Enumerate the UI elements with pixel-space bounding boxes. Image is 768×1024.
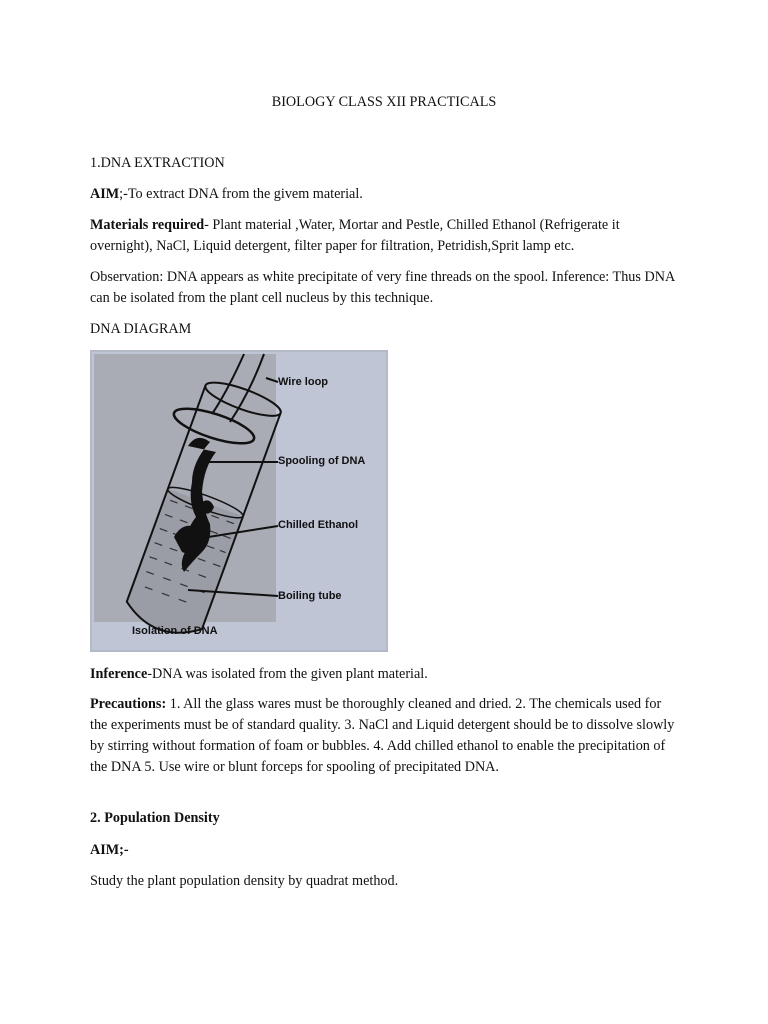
section-heading-dna-extraction: 1.DNA EXTRACTION (90, 155, 225, 171)
diagram-caption: Isolation of DNA (132, 625, 218, 637)
label-chilled-ethanol: Chilled Ethanol (278, 519, 359, 531)
observation-paragraph: Observation: DNA appears as white precipitate of very fine threads on the spool. Inference: Thus DNA can be isolated from the plant cell nucleus by this technique. (90, 269, 675, 306)
page-title: BIOLOGY CLASS XII PRACTICALS (271, 94, 497, 110)
precautions-label: Precautions: (90, 696, 167, 712)
dna-isolation-diagram (90, 350, 388, 652)
aim-label: AIM (90, 186, 120, 202)
section-heading-population-density (90, 808, 680, 829)
diagram-heading: DNA DIAGRAM (90, 321, 192, 337)
label-wire-loop: Wire loop (278, 376, 329, 388)
aim2-label: AIM;- (90, 842, 129, 858)
materials-paragraph (90, 215, 680, 257)
inference-text: -DNA was isolated from the given plant material. (147, 666, 428, 682)
aim-paragraph (90, 184, 680, 205)
label-boiling-tube: Boiling tube (278, 590, 342, 602)
precautions-paragraph (90, 694, 680, 778)
aim2-paragraph (90, 840, 680, 861)
inference-label: Inference (90, 666, 148, 682)
population-density-heading: 2. Population Density (90, 810, 220, 826)
diagram-drawing (92, 352, 386, 650)
label-spooling-of-dna: Spooling of DNA (278, 455, 366, 467)
aim2-text: Study the plant population density by quadrat method. (90, 873, 399, 889)
materials-text: - Plant material ,Water, Mortar and Pestle, Chilled Ethanol (Refrigerate it overnight), NaCl, Liquid detergent, filter paper for filtration, Petridish,Sprit lamp etc. (90, 217, 620, 254)
inference-paragraph (90, 664, 680, 685)
materials-label: Materials required (90, 217, 205, 233)
aim-text: ;-To extract DNA from the givem material. (119, 186, 363, 202)
precautions-text: 1. All the glass wares must be thoroughly cleaned and dried. 2. The chemicals used for the experiments must be of standard quality. 3. NaCl and Liquid detergent should be to dissolve slowly by stirring without formation of foam or bubbles. 4. Add chilled ethanol to enable the precipitation of the DNA 5. Use wire or blunt forceps for spooling of precipitated DNA. (90, 696, 675, 775)
